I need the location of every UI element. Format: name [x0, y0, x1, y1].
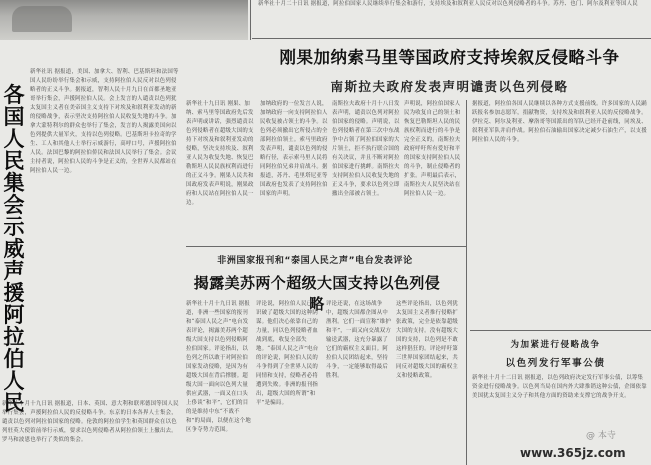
top-strip-text: 新华社十月二十日讯 据报道，阿拉伯国家人民继续举行集会和游行，支持埃及和叙利亚人民反对以色列侵略者的斗争。苏丹、也门、阿尔及利亚等国人民	[258, 1, 638, 7]
commentary-column-e: 新华社十月十九日讯 据报道，非洲一些国家的报刊和“泰国人民之声”电台发表评论，揭露美苏两个超级大国支持以色列侵略阿拉伯国家。评论指出，以色列之所以敢于对阿拉伯国家发动侵略，是因为有超级大国在背后撑腰。超级大国一面向以色列大量供应武器，一面又在口头上侈谈“和平”，它们的目的是维持中东“不战不和”的局面，以便在这个地区争夺势力范围。	[186, 301, 252, 433]
story-column-a: 新华社十九日讯 刚果、加纳、索马里等国政府先后发表声明或讲话，强烈谴责以色列侵略者在超级大国的支持下对埃及和叙利亚发动的侵略，坚决支持埃及、叙利亚人民为收复失地、恢复巴勒斯坦人民民族权利而进行的正义斗争。刚果人民共和国政府发表声明说，刚果政府和人民站在阿拉伯人民一边。	[186, 101, 254, 206]
commentary-column-f: 评论说，阿拉伯人民已经识破了超级大国的这种阴谋。他们决心依靠自己的力量，同以色列侵略者血战到底，收复全部失地。“泰国人民之声”电台的评论说，阿拉伯人民的斗争得到了全世界人民的同情和支持，侵略者必将遭到失败。非洲的报刊指出，超级大国的所谓“和平”是骗局。	[256, 301, 319, 406]
commentary-column-g: 评论还说，在这场战争中，超级大国都企图从中渔利。它们一面宣称“维护和平”，一面又向交战双方输送武器，这充分暴露了它们的霸权主义面目。阿拉伯人民团结起来，坚持斗争，一定能够取得最后胜利。	[326, 301, 392, 379]
corner-watermark: @ 本寺	[586, 431, 616, 441]
side-story-kicker: 为加紧进行侵略战争	[510, 340, 601, 350]
right-column: 据报道，阿拉伯各国人民继续以各种方式支援前线。许多国家的人民踊跃报名参加志愿军，捐献物资，支持埃及和叙利亚人民的反侵略战争。伊拉克、阿尔及利亚、摩洛哥等国派出的军队已经开赴前线，同埃及、叙利亚军队并肩作战。阿拉伯石油输出国家决定减少石油生产，以支援阿拉伯人民的斗争。	[472, 101, 647, 143]
sub-headline: 南斯拉夫政府发表声明谴责以色列侵略	[330, 79, 569, 94]
commentary-title: 揭露美苏两个超级大国支持以色列侵略	[193, 274, 441, 313]
divider-side-story	[470, 330, 651, 331]
story-column-c: 南斯拉夫政府十月十八日发表声明，谴责以色列对阿拉伯国家的侵略。声明说，以色列侵略者在第三次中东战争中占领了阿拉伯国家的大片领土，拒不执行联合国的有关决议，并且不断对阿拉伯国家进行挑衅。南斯拉夫支持阿拉伯人民收复失地的正义斗争，要求以色列立即撤出全部被占领土。	[332, 101, 400, 197]
divider-commentary	[186, 246, 466, 247]
divider-right	[466, 100, 467, 465]
side-story-title: 以色列发行军事公债	[505, 358, 606, 369]
left-column-top: 新华社讯 据报道，美国、加拿大、智利、巴基斯坦和法国等国人民纷纷举行集会和示威，支持阿拉伯人民反对以色列侵略者的正义斗争。据报道，智利人民十月九日在首都圣地亚哥举行集会，声援阿拉伯人民。会上发言的人谴责以色列犹太复国主义者在美帝国主义支持下对埃及和叙利亚发动的新的侵略战争，表示坚决支持阿拉伯人民收复失地的斗争。加拿大蒙特利尔的群众也举行了集会，发言的人揭露美国向以色列提供大量军火，支持以色列侵略。巴基斯坦卡拉奇的学生、工人和其他人士举行示威游行，高呼口号，声援阿拉伯人民。法国巴黎的阿拉伯侨民和法国人民举行了集会。会议主持者说，阿拉伯人民的斗争是正义的，全世界人民都站在阿拉伯人民一边。	[30, 69, 179, 174]
left-column-bottom: 新华社十月十九日讯 据报道，日本、英国、意大利和联邦德国等国人民举行集会，声援阿拉伯人民的反侵略斗争。东京的日本各界人士集会，谴责以色列对阿拉伯国家的侵略。伦敦的阿拉伯学生和英国群众在以色列驻英大使馆前举行示威，要求以色列侵略者从阿拉伯领土上撤出去。罗马和波恩也举行了类似的集会。	[2, 401, 179, 443]
divider-top	[252, 38, 651, 39]
commentary-kicker: 非洲国家报刊和“泰国人民之声”电台发表评论	[217, 256, 413, 266]
news-photo	[0, 0, 248, 40]
commentary-column-h: 这些评论指出，以色列犹太复国主义者推行侵略扩张政策，完全是依靠超级大国的支持。没有超级大国的支持，以色列是不敢这样猖狂的。评论呼吁第三世界国家团结起来，共同反对超级大国的霸权主义和侵略政策。	[396, 301, 459, 379]
story-column-d: 声明说，阿拉伯国家人民为收复自己的领土和恢复巴勒斯坦人民的民族权利而进行的斗争是完全正义的。南斯拉夫政府呼吁所有爱好和平的国家支持阿拉伯人民的斗争，制止侵略者的扩张。声明最后表示，南斯拉夫人民坚决站在阿拉伯人民一边。	[404, 101, 461, 197]
side-story-text: 新华社十月十二日讯 据报道，以色列政府决定发行军事公债，以筹集资金进行侵略战争。以色列当局在国内外大肆推销这种公债，企图依靠美国犹太复国主义分子和其他方面的资助来支撑它的战争开支。	[472, 375, 647, 399]
main-headline: 刚果加纳索马里等国政府支持埃叙反侵略斗争	[279, 48, 620, 67]
story-column-b: 加纳政府的一位发言人说，加纳政府一向支持阿拉伯人民收复被占领土的斗争。以色列必须撤出它所侵占的全部阿拉伯领土。索马里政府发表声明，谴责以色列的侵略行径，表示索马里人民将同阿拉伯兄弟并肩战斗。据报道，苏丹、毛里塔尼亚等国政府也发表了支持阿拉伯国家的声明。	[260, 101, 328, 197]
vertical-headline: 各国人民集会示威声援阿拉伯人民	[3, 83, 25, 415]
divider-left	[250, 0, 251, 40]
site-watermark: www.365jz.com	[520, 446, 626, 460]
